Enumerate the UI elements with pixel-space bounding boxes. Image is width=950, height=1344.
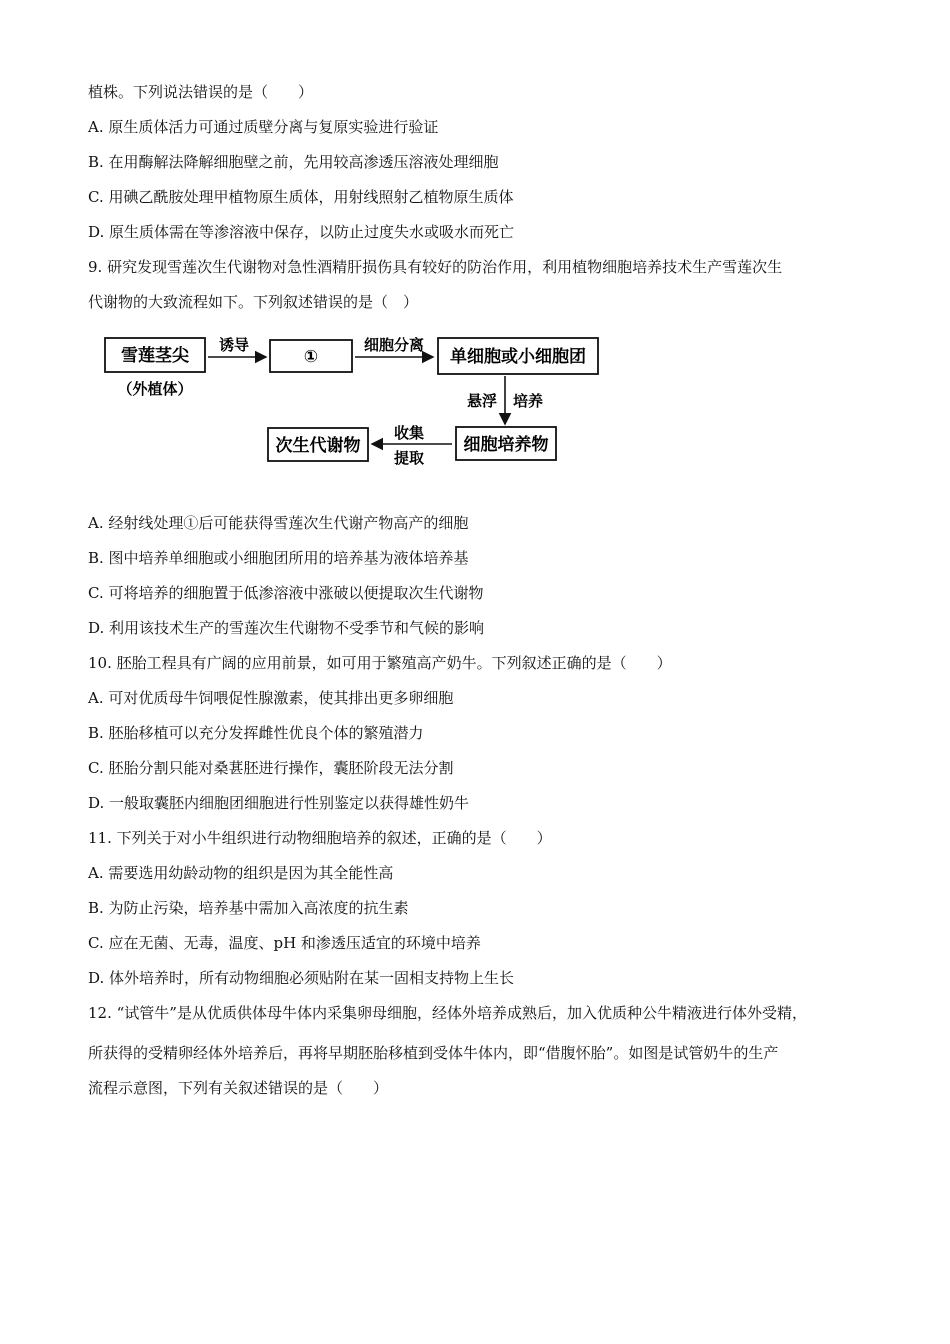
question-10-stem: 10. 胚胎工程具有广阔的应用前景，如可用于繁殖高产奶牛。下列叙述正确的是（ ） — [88, 654, 672, 672]
question-9-stem: 9. 研究发现雪莲次生代谢物对急性酒精肝损伤具有较好的防治作用，利用植物细胞培养技术生产雪莲次生 — [88, 258, 783, 276]
option-d: D. 体外培养时，所有动物细胞必须贴附在某一固相支持物上生长 — [88, 969, 515, 987]
arrow-induce-label: 诱导 — [218, 336, 250, 354]
option-a: A. 原生质体活力可通过质壁分离与复原实验进行验证 — [88, 118, 439, 136]
box-explant-label: 雪莲茎尖 — [121, 346, 189, 366]
question-9-stem-cont: 代谢物的大致流程如下。下列叙述错误的是（ ） — [88, 293, 419, 311]
box-explant-sub: （外植体） — [117, 380, 193, 398]
text-line: 植株。下列说法错误的是（ ） — [88, 83, 314, 101]
option-d: D. 利用该技术生产的雪莲次生代谢物不受季节和气候的影响 — [88, 619, 485, 637]
option-b: B. 为防止污染，培养基中需加入高浓度的抗生素 — [88, 899, 409, 917]
box-cell-culture-label: 细胞培养物 — [463, 435, 549, 455]
question-12-stem-cont: 所获得的受精卵经体外培养后，再将早期胚胎移植到受体牛体内，即“借腹怀胎”。如图是试管奶牛的生产 — [88, 1044, 779, 1062]
box-single-cells-label: 单细胞或小细胞团 — [450, 347, 586, 367]
arrow-separate-label: 细胞分离 — [363, 336, 425, 354]
question-12-stem: 12. “试管牛”是从优质供体母牛体内采集卵母细胞，经体外培养成熟后，加入优质种公牛精液进行体外受精， — [88, 1004, 807, 1022]
question-11-stem: 11. 下列关于对小牛组织进行动物细胞培养的叙述，正确的是（ ） — [88, 829, 552, 847]
option-d: D. 一般取囊胚内细胞团细胞进行性别鉴定以获得雄性奶牛 — [88, 794, 470, 812]
arrow-suspension-right: 培养 — [512, 392, 544, 410]
option-c: C. 应在无菌、无毒，温度、pH 和渗透压适宜的环境中培养 — [88, 934, 481, 952]
arrow-extract-bottom: 提取 — [393, 449, 425, 467]
box-step1-label: ① — [303, 347, 319, 367]
option-c: C. 可将培养的细胞置于低渗溶液中涨破以便提取次生代谢物 — [88, 584, 484, 602]
arrow-suspension-left: 悬浮 — [466, 392, 498, 410]
flow-diagram — [100, 330, 620, 480]
option-c: C. 用碘乙酰胺处理甲植物原生质体，用射线照射乙植物原生质体 — [88, 188, 514, 206]
box-metabolites-label: 次生代谢物 — [275, 436, 361, 456]
option-a: A. 可对优质母牛饲喂促性腺激素，使其排出更多卵细胞 — [88, 689, 454, 707]
option-b: B. 在用酶解法降解细胞壁之前，先用较高渗透压溶液处理细胞 — [88, 153, 499, 171]
option-b: B. 图中培养单细胞或小细胞团所用的培养基为液体培养基 — [88, 549, 469, 567]
option-a: A. 经射线处理①后可能获得雪莲次生代谢产物高产的细胞 — [88, 514, 469, 532]
option-d: D. 原生质体需在等渗溶液中保存，以防止过度失水或吸水而死亡 — [88, 223, 515, 241]
option-b: B. 胚胎移植可以充分发挥雌性优良个体的繁殖潜力 — [88, 724, 424, 742]
option-a: A. 需要选用幼龄动物的组织是因为其全能性高 — [88, 864, 394, 882]
option-c: C. 胚胎分割只能对桑葚胚进行操作，囊胚阶段无法分割 — [88, 759, 454, 777]
question-12-stem-cont2: 流程示意图，下列有关叙述错误的是（ ） — [88, 1079, 389, 1097]
arrow-extract-top: 收集 — [393, 424, 425, 442]
